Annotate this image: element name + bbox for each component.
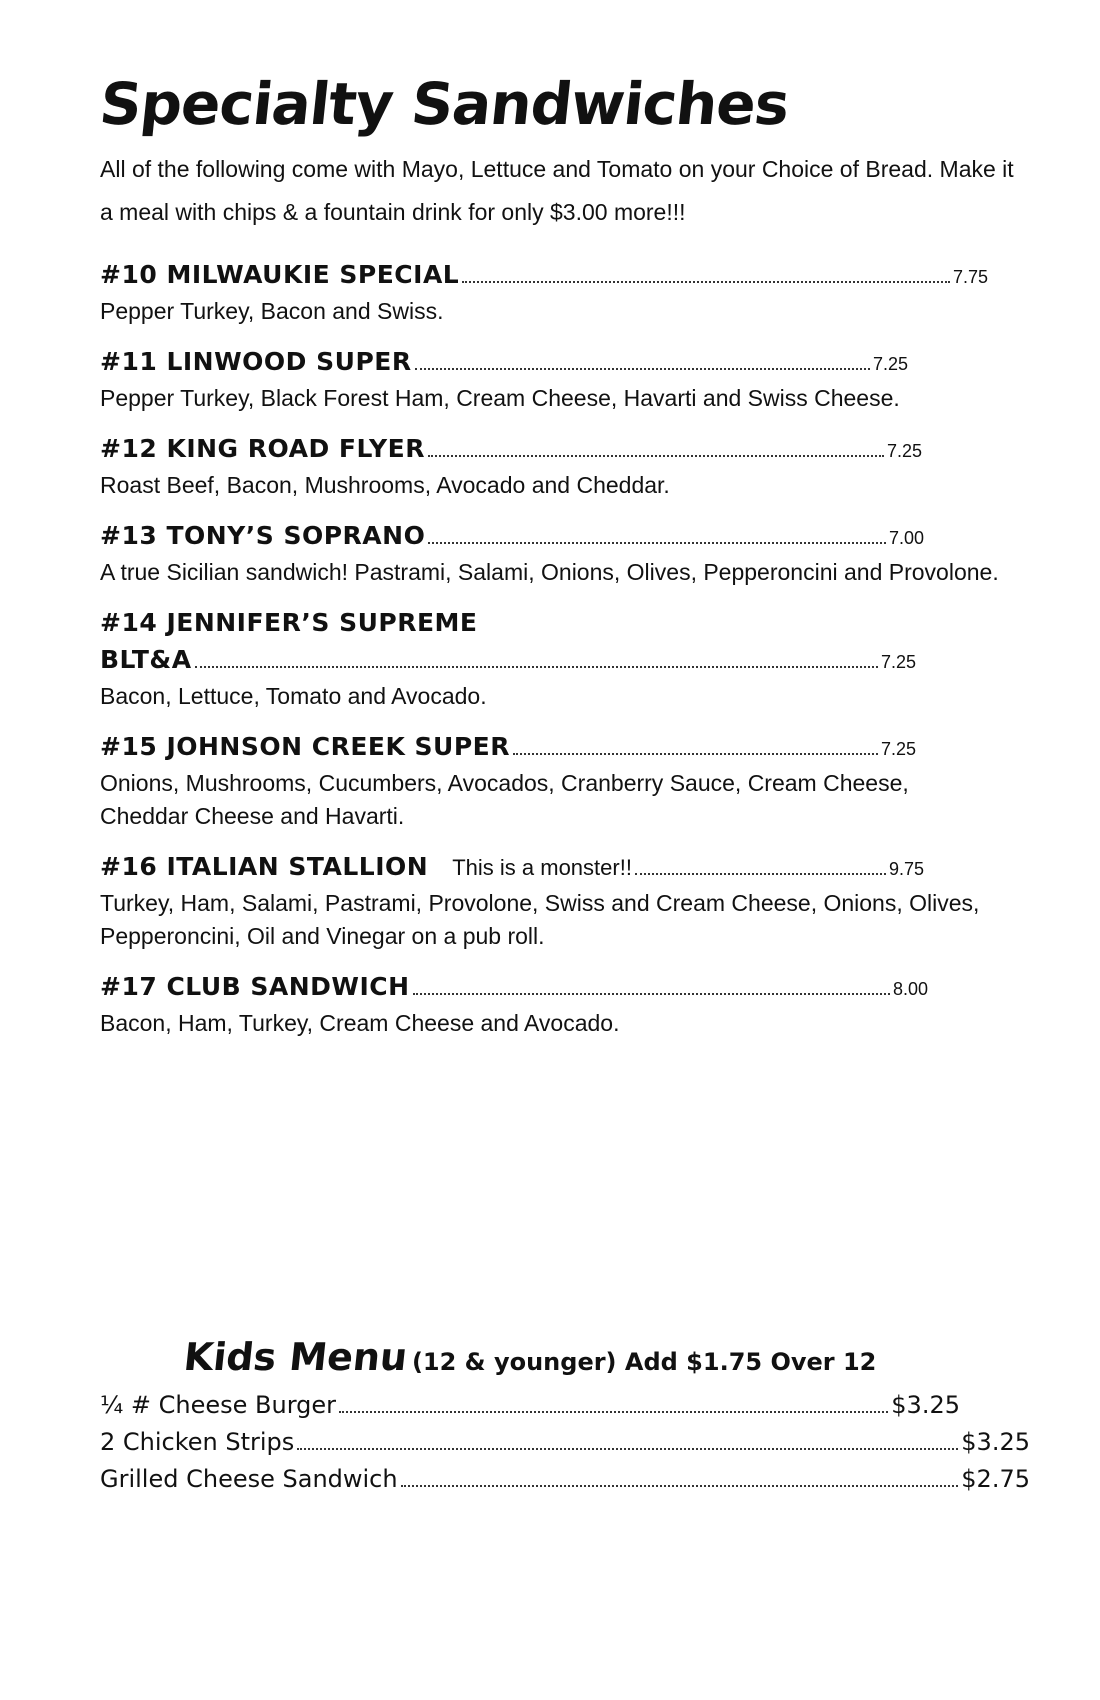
- menu-item-description: Turkey, Ham, Salami, Pastrami, Provolone, Swiss and Cream Cheese, Onions, Olives, Pepperoncini, Oil and Vinegar on a pub roll.: [100, 889, 980, 949]
- menu-item-header: [100, 972, 928, 1001]
- dot-leader: [401, 1485, 959, 1487]
- dot-leader: [415, 368, 870, 370]
- menu-item-name: #17 CLUB SANDWICH: [100, 971, 410, 1001]
- menu-item-name: #16 ITALIAN STALLION: [100, 851, 429, 881]
- menu-item-header: [100, 260, 988, 289]
- menu-item-price: 7.75: [952, 266, 988, 287]
- kids-menu-title: [100, 1335, 960, 1379]
- menu-item: [100, 347, 1000, 415]
- dot-leader: [462, 281, 950, 283]
- kids-item-price: $3.25: [961, 1428, 1030, 1456]
- menu-item-name: #15 JOHNSON CREEK SUPER: [100, 731, 511, 761]
- dot-leader: [195, 666, 878, 668]
- menu-item: [100, 972, 1000, 1040]
- menu-item-price: 9.75: [888, 858, 924, 879]
- menu-item-description: A true Sicilian sandwich! Pastrami, Salami, Onions, Olives, Pepperoncini and Provolone.: [100, 558, 999, 585]
- menu-item-price: 7.25: [872, 353, 908, 374]
- dot-leader: [413, 993, 890, 995]
- menu-item: [100, 608, 1000, 713]
- menu-item-description: Bacon, Ham, Turkey, Cream Cheese and Avocado.: [100, 1009, 620, 1036]
- kids-item-price: $3.25: [891, 1391, 960, 1419]
- menu-item-name: BLT&A: [100, 644, 192, 674]
- page-title: Specialty Sandwiches: [96, 70, 793, 138]
- menu-item-price: 7.25: [880, 738, 916, 759]
- menu-item-name: #10 MILWAUKIE SPECIAL: [100, 259, 460, 289]
- menu-item-name: #11 LINWOOD SUPER: [100, 346, 412, 376]
- kids-menu-subtitle: (12 & younger) Add $1.75 Over 12: [411, 1348, 877, 1376]
- menu-item: [100, 260, 1000, 328]
- menu-item-description: Onions, Mushrooms, Cucumbers, Avocados, Cranberry Sauce, Cream Cheese, Cheddar Cheese and Havarti.: [100, 769, 909, 829]
- kids-menu-section: [100, 1335, 1030, 1498]
- menu-page: [96, 70, 1014, 1059]
- menu-item: [100, 732, 1000, 833]
- menu-item-price: 7.25: [880, 651, 916, 672]
- menu-item-description: Pepper Turkey, Bacon and Swiss.: [100, 297, 444, 324]
- kids-menu-row: [100, 1461, 1030, 1498]
- menu-item-description: Roast Beef, Bacon, Mushrooms, Avocado and Cheddar.: [100, 471, 670, 498]
- kids-menu-row: [100, 1387, 960, 1424]
- kids-menu-row: [100, 1424, 1030, 1461]
- dot-leader: [297, 1448, 958, 1450]
- menu-item-header: [100, 434, 922, 463]
- dot-leader: [635, 873, 886, 875]
- menu-item: [100, 521, 1000, 589]
- dot-leader: [428, 455, 884, 457]
- dot-leader: [428, 542, 886, 544]
- menu-intro: All of the following come with Mayo, Lettuce and Tomato on your Choice of Bread. Make it a meal with chips & a fountain drink for only $3.00 more!!!: [100, 155, 1014, 225]
- menu-item-header: [100, 732, 916, 761]
- kids-item-price: $2.75: [961, 1465, 1030, 1493]
- menu-item-description: Pepper Turkey, Black Forest Ham, Cream Cheese, Havarti and Swiss Cheese.: [100, 384, 900, 411]
- menu-item-price: 7.00: [888, 527, 924, 548]
- dot-leader: [513, 753, 878, 755]
- menu-item-header: [100, 521, 924, 550]
- kids-item-name: ¼ # Cheese Burger: [100, 1391, 337, 1419]
- menu-item-name: #12 KING ROAD FLYER: [100, 433, 425, 463]
- menu-item-header: [100, 852, 924, 881]
- menu-item-name-line1: #14 JENNIFER’S SUPREME: [100, 607, 478, 637]
- kids-item-name: 2 Chicken Strips: [100, 1428, 295, 1456]
- kids-menu-heading: Kids Menu: [181, 1335, 410, 1379]
- menu-item: [100, 434, 1000, 502]
- menu-item-description: Bacon, Lettuce, Tomato and Avocado.: [100, 682, 487, 709]
- menu-item-price: 7.25: [886, 440, 922, 461]
- menu-item-note: This is a monster!!: [452, 854, 632, 880]
- menu-item-header: [100, 347, 908, 376]
- kids-item-name: Grilled Cheese Sandwich: [100, 1465, 398, 1493]
- menu-item-name: #13 TONY’S SOPRANO: [100, 520, 426, 550]
- menu-item-price: 8.00: [892, 978, 928, 999]
- dot-leader: [339, 1411, 888, 1413]
- menu-item: [100, 852, 1000, 953]
- menu-item-header: [100, 645, 916, 674]
